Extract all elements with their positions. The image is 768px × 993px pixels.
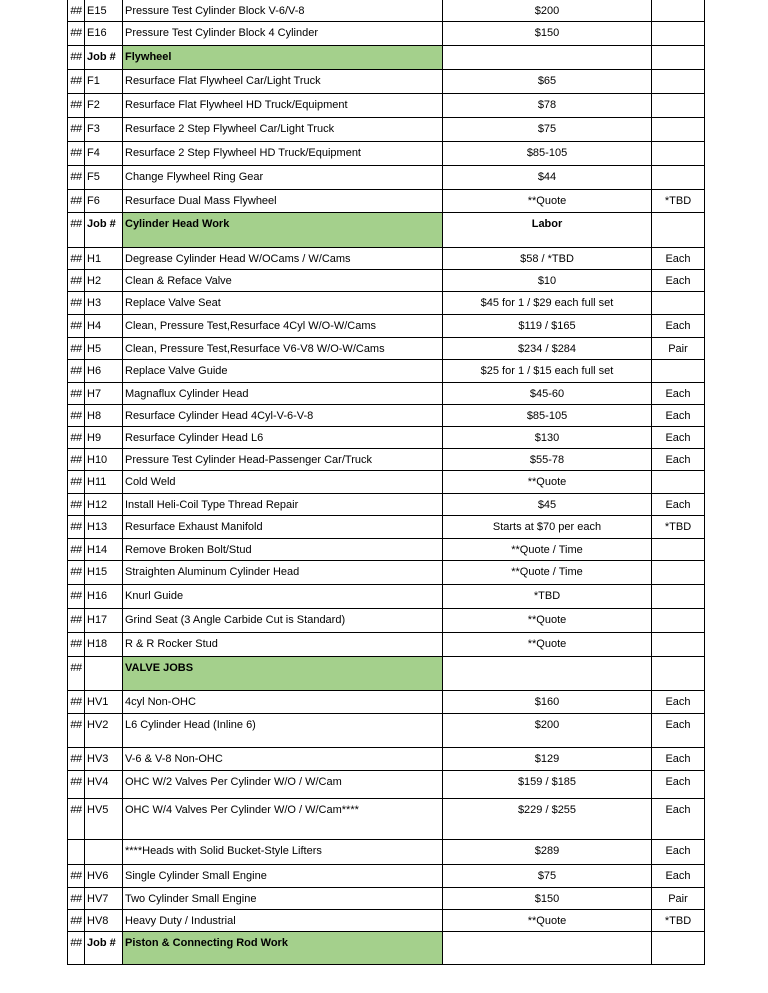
job-code-cell: H13 <box>85 516 123 539</box>
job-code-cell: E15 <box>85 0 123 22</box>
job-code-cell: H8 <box>85 405 123 427</box>
table-row <box>68 539 705 561</box>
overflow-indicator-cell: ## <box>68 118 85 142</box>
overflow-indicator-cell: ## <box>68 748 85 771</box>
table-row <box>68 338 705 360</box>
unit-cell <box>652 213 705 248</box>
job-code-cell: Job # <box>85 932 123 965</box>
job-code-cell <box>85 840 123 865</box>
section-header-row <box>68 213 705 248</box>
description-cell: Remove Broken Bolt/Stud <box>123 539 443 561</box>
unit-cell: Pair <box>652 338 705 360</box>
description-cell: Resurface Flat Flywheel HD Truck/Equipment <box>123 94 443 118</box>
unit-cell: Each <box>652 714 705 748</box>
price-cell: **Quote <box>443 190 652 213</box>
description-cell: Install Heli-Coil Type Thread Repair <box>123 494 443 516</box>
price-cell: Starts at $70 per each <box>443 516 652 539</box>
unit-cell: *TBD <box>652 190 705 213</box>
description-cell: Grind Seat (3 Angle Carbide Cut is Standard) <box>123 609 443 633</box>
unit-cell <box>652 609 705 633</box>
job-code-cell: F3 <box>85 118 123 142</box>
overflow-indicator-cell: ## <box>68 0 85 22</box>
job-code-cell: E16 <box>85 22 123 46</box>
description-cell: Resurface Flat Flywheel Car/Light Truck <box>123 70 443 94</box>
overflow-indicator-cell: ## <box>68 449 85 471</box>
description-cell: Replace Valve Seat <box>123 292 443 315</box>
job-code-cell: H11 <box>85 471 123 494</box>
description-cell: OHC W/2 Valves Per Cylinder W/O / W/Cam <box>123 771 443 799</box>
price-cell: $85-105 <box>443 142 652 166</box>
price-cell: $75 <box>443 865 652 888</box>
unit-cell: Each <box>652 771 705 799</box>
description-cell: L6 Cylinder Head (Inline 6) <box>123 714 443 748</box>
price-cell: $234 / $284 <box>443 338 652 360</box>
unit-cell <box>652 46 705 70</box>
table-row <box>68 748 705 771</box>
table-row <box>68 714 705 748</box>
unit-cell: Each <box>652 315 705 338</box>
table-row <box>68 94 705 118</box>
table-row <box>68 888 705 910</box>
description-cell: Resurface Cylinder Head 4Cyl-V-6-V-8 <box>123 405 443 427</box>
job-code-cell: F6 <box>85 190 123 213</box>
description-cell: VALVE JOBS <box>123 657 443 691</box>
table-row <box>68 22 705 46</box>
unit-cell <box>652 561 705 585</box>
unit-cell <box>652 142 705 166</box>
job-code-cell: H10 <box>85 449 123 471</box>
overflow-indicator-cell: ## <box>68 22 85 46</box>
price-cell: $25 for 1 / $15 each full set <box>443 360 652 383</box>
job-code-cell: H14 <box>85 539 123 561</box>
price-cell: $85-105 <box>443 405 652 427</box>
table-row <box>68 142 705 166</box>
job-code-cell: Job # <box>85 213 123 248</box>
table-row <box>68 799 705 840</box>
unit-cell <box>652 633 705 657</box>
job-code-cell: HV7 <box>85 888 123 910</box>
price-cell: $44 <box>443 166 652 190</box>
overflow-indicator-cell: ## <box>68 609 85 633</box>
overflow-indicator-cell: ## <box>68 94 85 118</box>
description-cell: Pressure Test Cylinder Block 4 Cylinder <box>123 22 443 46</box>
table-row <box>68 585 705 609</box>
unit-cell: Each <box>652 494 705 516</box>
table-row <box>68 691 705 714</box>
job-code-cell: F1 <box>85 70 123 94</box>
price-cell: $159 / $185 <box>443 771 652 799</box>
price-cell <box>443 932 652 965</box>
description-cell: 4cyl Non-OHC <box>123 691 443 714</box>
price-cell: $45-60 <box>443 383 652 405</box>
description-cell: Resurface 2 Step Flywheel Car/Light Truck <box>123 118 443 142</box>
unit-cell: Each <box>652 865 705 888</box>
job-code-cell: HV1 <box>85 691 123 714</box>
price-cell: **Quote / Time <box>443 561 652 585</box>
price-cell: $75 <box>443 118 652 142</box>
job-code-cell: H12 <box>85 494 123 516</box>
overflow-indicator-cell: ## <box>68 166 85 190</box>
job-code-cell: F5 <box>85 166 123 190</box>
unit-cell: *TBD <box>652 516 705 539</box>
overflow-indicator-cell: ## <box>68 561 85 585</box>
overflow-indicator-cell: ## <box>68 471 85 494</box>
overflow-indicator-cell: ## <box>68 932 85 965</box>
job-code-cell: H4 <box>85 315 123 338</box>
description-cell: Magnaflux Cylinder Head <box>123 383 443 405</box>
job-code-cell: Job # <box>85 46 123 70</box>
table-row <box>68 771 705 799</box>
price-cell: $289 <box>443 840 652 865</box>
overflow-indicator-cell: ## <box>68 383 85 405</box>
description-cell: Knurl Guide <box>123 585 443 609</box>
description-cell: Two Cylinder Small Engine <box>123 888 443 910</box>
description-cell: ****Heads with Solid Bucket-Style Lifters <box>123 840 443 865</box>
overflow-indicator-cell: ## <box>68 405 85 427</box>
unit-cell <box>652 539 705 561</box>
unit-cell <box>652 471 705 494</box>
job-code-cell: H17 <box>85 609 123 633</box>
price-cell: $65 <box>443 70 652 94</box>
overflow-indicator-cell: ## <box>68 292 85 315</box>
unit-cell: Each <box>652 270 705 292</box>
job-code-cell: HV3 <box>85 748 123 771</box>
price-cell: Labor <box>443 213 652 248</box>
description-cell: Resurface Cylinder Head L6 <box>123 427 443 449</box>
price-cell: **Quote <box>443 633 652 657</box>
price-cell: $129 <box>443 748 652 771</box>
unit-cell: Each <box>652 449 705 471</box>
description-cell: Cylinder Head Work <box>123 213 443 248</box>
unit-cell: Each <box>652 383 705 405</box>
price-cell: **Quote <box>443 471 652 494</box>
section-header-row <box>68 657 705 691</box>
overflow-indicator-cell: ## <box>68 427 85 449</box>
overflow-indicator-cell: ## <box>68 70 85 94</box>
description-cell: Piston & Connecting Rod Work <box>123 932 443 965</box>
price-cell: $150 <box>443 888 652 910</box>
price-cell: **Quote / Time <box>443 539 652 561</box>
description-cell: Resurface Exhaust Manifold <box>123 516 443 539</box>
overflow-indicator-cell: ## <box>68 691 85 714</box>
table-row <box>68 405 705 427</box>
description-cell: Change Flywheel Ring Gear <box>123 166 443 190</box>
description-cell: R & R Rocker Stud <box>123 633 443 657</box>
overflow-indicator-cell: ## <box>68 142 85 166</box>
table-row <box>68 0 705 22</box>
job-code-cell: F4 <box>85 142 123 166</box>
description-cell: Resurface 2 Step Flywheel HD Truck/Equipment <box>123 142 443 166</box>
job-code-cell: F2 <box>85 94 123 118</box>
table-row <box>68 292 705 315</box>
job-code-cell <box>85 657 123 691</box>
table-row <box>68 383 705 405</box>
table-row <box>68 190 705 213</box>
description-cell: Flywheel <box>123 46 443 70</box>
price-cell: $200 <box>443 0 652 22</box>
price-cell: $150 <box>443 22 652 46</box>
description-cell: Degrease Cylinder Head W/OCams / W/Cams <box>123 248 443 270</box>
table-row <box>68 561 705 585</box>
job-code-cell: H15 <box>85 561 123 585</box>
job-code-cell: H7 <box>85 383 123 405</box>
job-code-cell: H3 <box>85 292 123 315</box>
description-cell: V-6 & V-8 Non-OHC <box>123 748 443 771</box>
price-cell: **Quote <box>443 609 652 633</box>
job-code-cell: HV8 <box>85 910 123 932</box>
description-cell: Clean, Pressure Test,Resurface V6-V8 W/O-W/Cams <box>123 338 443 360</box>
price-cell: $58 / *TBD <box>443 248 652 270</box>
job-code-cell: H9 <box>85 427 123 449</box>
job-code-cell: H2 <box>85 270 123 292</box>
overflow-indicator-cell: ## <box>68 516 85 539</box>
price-cell: *TBD <box>443 585 652 609</box>
description-cell: Pressure Test Cylinder Block V-6/V-8 <box>123 0 443 22</box>
unit-cell <box>652 166 705 190</box>
description-cell: Heavy Duty / Industrial <box>123 910 443 932</box>
table-row <box>68 910 705 932</box>
overflow-indicator-cell: ## <box>68 270 85 292</box>
table-row <box>68 471 705 494</box>
price-cell: $45 <box>443 494 652 516</box>
unit-cell <box>652 94 705 118</box>
overflow-indicator-cell: ## <box>68 46 85 70</box>
table-row <box>68 118 705 142</box>
table-row <box>68 633 705 657</box>
price-cell: $130 <box>443 427 652 449</box>
section-header-row <box>68 46 705 70</box>
overflow-indicator-cell: ## <box>68 633 85 657</box>
unit-cell <box>652 585 705 609</box>
table-row <box>68 70 705 94</box>
description-cell: Resurface Dual Mass Flywheel <box>123 190 443 213</box>
overflow-indicator-cell: ## <box>68 248 85 270</box>
price-table-body <box>68 0 705 965</box>
unit-cell <box>652 292 705 315</box>
job-code-cell: HV6 <box>85 865 123 888</box>
price-cell: $45 for 1 / $29 each full set <box>443 292 652 315</box>
table-row <box>68 449 705 471</box>
overflow-indicator-cell: ## <box>68 585 85 609</box>
unit-cell: Each <box>652 748 705 771</box>
job-code-cell: H16 <box>85 585 123 609</box>
unit-cell: Each <box>652 799 705 840</box>
unit-cell <box>652 932 705 965</box>
table-row <box>68 840 705 865</box>
job-code-cell: H6 <box>85 360 123 383</box>
table-row <box>68 360 705 383</box>
table-row <box>68 865 705 888</box>
overflow-indicator-cell: ## <box>68 539 85 561</box>
overflow-indicator-cell: ## <box>68 910 85 932</box>
unit-cell <box>652 360 705 383</box>
table-row <box>68 494 705 516</box>
table-row <box>68 609 705 633</box>
description-cell: OHC W/4 Valves Per Cylinder W/O / W/Cam**** <box>123 799 443 840</box>
unit-cell <box>652 657 705 691</box>
unit-cell: Pair <box>652 888 705 910</box>
table-row <box>68 270 705 292</box>
price-cell: $200 <box>443 714 652 748</box>
table-row <box>68 315 705 338</box>
price-cell: $229 / $255 <box>443 799 652 840</box>
job-code-cell: HV4 <box>85 771 123 799</box>
table-row <box>68 427 705 449</box>
price-cell: $55-78 <box>443 449 652 471</box>
unit-cell <box>652 70 705 94</box>
unit-cell: Each <box>652 248 705 270</box>
unit-cell: *TBD <box>652 910 705 932</box>
overflow-indicator-cell: ## <box>68 190 85 213</box>
unit-cell: Each <box>652 405 705 427</box>
job-code-cell: H18 <box>85 633 123 657</box>
job-code-cell: HV5 <box>85 799 123 840</box>
section-header-row <box>68 932 705 965</box>
overflow-indicator-cell: ## <box>68 213 85 248</box>
overflow-indicator-cell: ## <box>68 360 85 383</box>
price-cell: $78 <box>443 94 652 118</box>
description-cell: Cold Weld <box>123 471 443 494</box>
overflow-indicator-cell: ## <box>68 771 85 799</box>
job-code-cell: H5 <box>85 338 123 360</box>
description-cell: Replace Valve Guide <box>123 360 443 383</box>
overflow-indicator-cell: ## <box>68 657 85 691</box>
unit-cell <box>652 22 705 46</box>
unit-cell: Each <box>652 840 705 865</box>
description-cell: Straighten Aluminum Cylinder Head <box>123 561 443 585</box>
price-table <box>67 0 705 965</box>
description-cell: Single Cylinder Small Engine <box>123 865 443 888</box>
price-cell: $10 <box>443 270 652 292</box>
job-code-cell: HV2 <box>85 714 123 748</box>
price-cell: $119 / $165 <box>443 315 652 338</box>
table-row <box>68 516 705 539</box>
table-row <box>68 248 705 270</box>
overflow-indicator-cell: ## <box>68 338 85 360</box>
price-cell: **Quote <box>443 910 652 932</box>
unit-cell: Each <box>652 691 705 714</box>
job-code-cell: H1 <box>85 248 123 270</box>
overflow-indicator-cell: ## <box>68 494 85 516</box>
overflow-indicator-cell: ## <box>68 865 85 888</box>
price-cell <box>443 46 652 70</box>
overflow-indicator-cell: ## <box>68 315 85 338</box>
unit-cell <box>652 0 705 22</box>
description-cell: Pressure Test Cylinder Head-Passenger Car/Truck <box>123 449 443 471</box>
unit-cell <box>652 118 705 142</box>
overflow-indicator-cell: ## <box>68 888 85 910</box>
overflow-indicator-cell <box>68 840 85 865</box>
unit-cell: Each <box>652 427 705 449</box>
table-row <box>68 166 705 190</box>
overflow-indicator-cell: ## <box>68 714 85 748</box>
description-cell: Clean, Pressure Test,Resurface 4Cyl W/O-W/Cams <box>123 315 443 338</box>
price-cell <box>443 657 652 691</box>
price-cell: $160 <box>443 691 652 714</box>
description-cell: Clean & Reface Valve <box>123 270 443 292</box>
overflow-indicator-cell: ## <box>68 799 85 840</box>
